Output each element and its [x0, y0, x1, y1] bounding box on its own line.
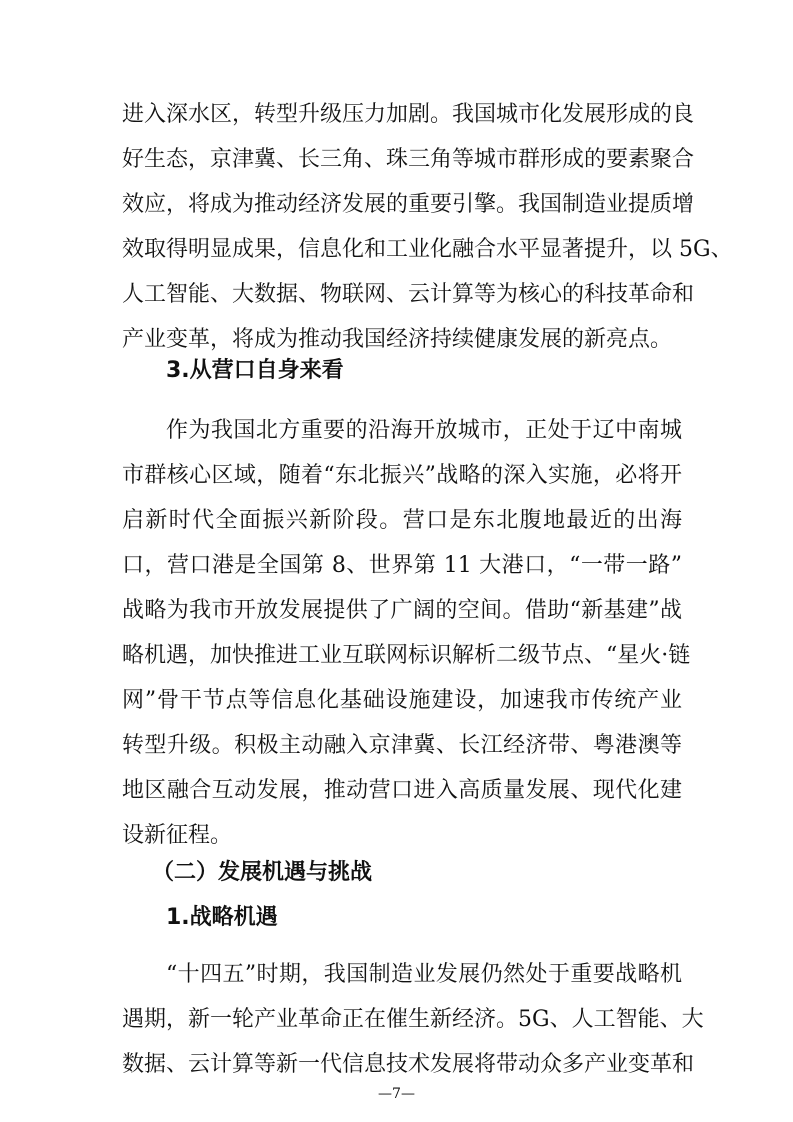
paragraph-2-line-1: 作为我国北方重要的沿海开放城市，正处于辽中南城 — [166, 418, 682, 443]
heading-section-2: （二）发展机遇与挑战 — [152, 860, 373, 885]
paragraph-1-line-3: 效应，将成为推动经济发展的重要引擎。我国制造业提质增 — [122, 192, 695, 217]
paragraph-2-line-9: 地区融合互动发展，推动营口进入高质量发展、现代化建 — [122, 778, 682, 803]
paragraph-1-line-2: 好生态，京津冀、长三角、珠三角等城市群形成的要素聚合 — [122, 147, 695, 172]
heading-yingkou: 3.从营口自身来看 — [166, 358, 344, 383]
paragraph-2-line-8: 转型升级。积极主动融入京津冀、长江经济带、粤港澳等 — [122, 733, 682, 758]
paragraph-3-line-1: “十四五”时期，我国制造业发展仍然处于重要战略机 — [166, 962, 682, 987]
page-number: —7— — [378, 1086, 415, 1102]
paragraph-1-line-4: 效取得明显成果，信息化和工业化融合水平显著提升，以 5G、 — [122, 237, 733, 262]
paragraph-2-line-5: 战略为我市开放发展提供了广阔的空间。借助“新基建”战 — [122, 598, 682, 623]
paragraph-2-line-3: 启新时代全面振兴新阶段。营口是东北腹地最近的出海 — [122, 508, 682, 533]
paragraph-1-line-5: 人工智能、大数据、物联网、云计算等为核心的科技革命和 — [122, 282, 695, 307]
paragraph-3-line-3: 数据、云计算等新一代信息技术发展将带动众多产业变革和 — [122, 1052, 695, 1077]
paragraph-2-line-4: 口，营口港是全国第 8、世界第 11 大港口，“一带一路” — [122, 553, 682, 578]
paragraph-1-line-6: 产业变革，将成为推动我国经济持续健康发展的新亮点。 — [122, 327, 673, 352]
paragraph-2-line-6: 略机遇，加快推进工业互联网标识解析二级节点、“星火·链 — [122, 643, 691, 668]
paragraph-2-line-10: 设新征程。 — [122, 823, 233, 848]
heading-strategic-opportunity: 1.战略机遇 — [166, 905, 278, 930]
paragraph-2-line-7: 网”骨干节点等信息化基础设施建设，加速我市传统产业 — [122, 688, 682, 713]
paragraph-1-line-1: 进入深水区，转型升级压力加剧。我国城市化发展形成的良 — [122, 102, 695, 127]
paragraph-3-line-2: 遇期，新一轮产业革命正在催生新经济。5G、人工智能、大 — [122, 1007, 704, 1032]
paragraph-2-line-2: 市群核心区域，随着“东北振兴”战略的深入实施，必将开 — [122, 463, 682, 488]
